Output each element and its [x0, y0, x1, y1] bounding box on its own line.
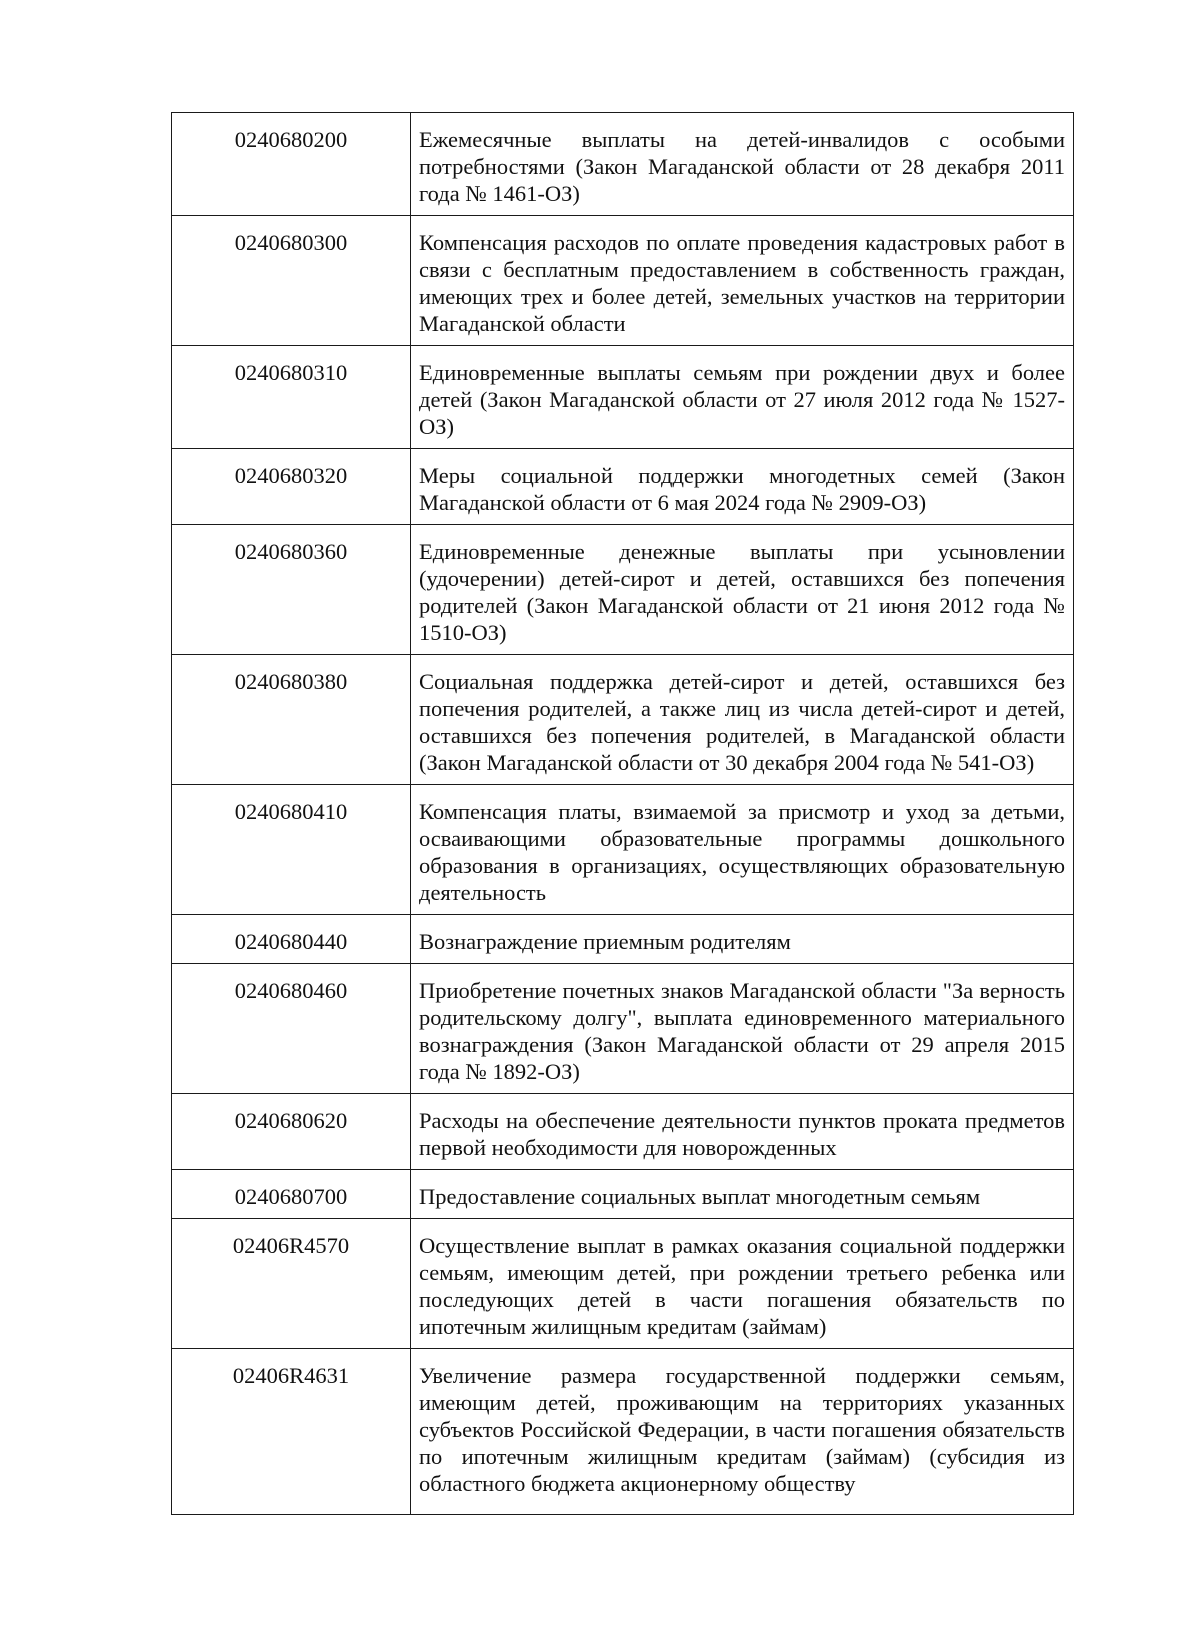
description-cell: Компенсация расходов по оплате проведения кадастровых работ в связи с бесплатным предоставлением в собственность граждан, имеющих трех и более детей, земельных участков на территории Магаданской области — [411, 216, 1074, 346]
code-cell: 02406R4631 — [172, 1349, 411, 1515]
table-row — [172, 785, 1074, 915]
code-cell: 0240680620 — [172, 1094, 411, 1170]
description-cell: Компенсация платы, взимаемой за присмотр и уход за детьми, осваивающими образовательные программы дошкольного образования в организациях, осуществляющих образовательную деятельность — [411, 785, 1074, 915]
description-cell: Единовременные денежные выплаты при усыновлении (удочерении) детей-сирот и детей, оставшихся без попечения родителей (Закон Магаданской области от 21 июня 2012 года № 1510-ОЗ) — [411, 525, 1074, 655]
description-cell — [411, 1349, 1074, 1515]
table-row — [172, 346, 1074, 449]
description-text: Увеличение размера государственной поддержки семьям, имеющим детей, проживающим на территориях указанных субъектов Российской Федерации, в части погашения обязательств по ипотечным жилищным кредитам (займам) (субсидия из областного бюджета акционерному обществу — [419, 1363, 1065, 1496]
table-row — [172, 113, 1074, 216]
description-cell: Осуществление выплат в рамках оказания социальной поддержки семьям, имеющим детей, при рождении третьего ребенка или последующих детей в части погашения обязательств по ипотечным жилищным кредитам (займам) — [411, 1219, 1074, 1349]
code-cell: 0240680410 — [172, 785, 411, 915]
table-row — [172, 216, 1074, 346]
description-cell: Ежемесячные выплаты на детей-инвалидов с особыми потребностями (Закон Магаданской области от 28 декабря 2011 года № 1461-ОЗ) — [411, 113, 1074, 216]
table-row — [172, 1094, 1074, 1170]
code-cell: 0240680380 — [172, 655, 411, 785]
description-cell: Единовременные выплаты семьям при рождении двух и более детей (Закон Магаданской области от 27 июля 2012 года № 1527-ОЗ) — [411, 346, 1074, 449]
description-cell: Меры социальной поддержки многодетных семей (Закон Магаданской области от 6 мая 2024 года № 2909-ОЗ) — [411, 449, 1074, 525]
description-cell: Приобретение почетных знаков Магаданской области "За верность родительскому долгу", выплата единовременного материального вознаграждения (Закон Магаданской области от 29 апреля 2015 года № 1892-ОЗ) — [411, 964, 1074, 1094]
code-cell: 0240680360 — [172, 525, 411, 655]
code-cell: 0240680440 — [172, 915, 411, 964]
budget-codes-table — [171, 112, 1074, 1515]
code-cell: 0240680310 — [172, 346, 411, 449]
description-cell: Предоставление социальных выплат многодетным семьям — [411, 1170, 1074, 1219]
table-row — [172, 915, 1074, 964]
table-row — [172, 964, 1074, 1094]
code-cell: 02406R4570 — [172, 1219, 411, 1349]
table-row — [172, 525, 1074, 655]
code-cell: 0240680700 — [172, 1170, 411, 1219]
table-row — [172, 1170, 1074, 1219]
table-row — [172, 1219, 1074, 1349]
description-cell: Социальная поддержка детей-сирот и детей, оставшихся без попечения родителей, а также лиц из числа детей-сирот и детей, оставшихся без попечения родителей, в Магаданской области (Закон Магаданской области от 30 декабря 2004 года № 541-ОЗ) — [411, 655, 1074, 785]
code-cell: 0240680300 — [172, 216, 411, 346]
code-cell: 0240680200 — [172, 113, 411, 216]
code-cell: 0240680460 — [172, 964, 411, 1094]
description-cell: Вознаграждение приемным родителям — [411, 915, 1074, 964]
code-cell: 0240680320 — [172, 449, 411, 525]
table-row — [172, 655, 1074, 785]
table-row — [172, 449, 1074, 525]
table-row — [172, 1349, 1074, 1515]
description-cell: Расходы на обеспечение деятельности пунктов проката предметов первой необходимости для новорожденных — [411, 1094, 1074, 1170]
